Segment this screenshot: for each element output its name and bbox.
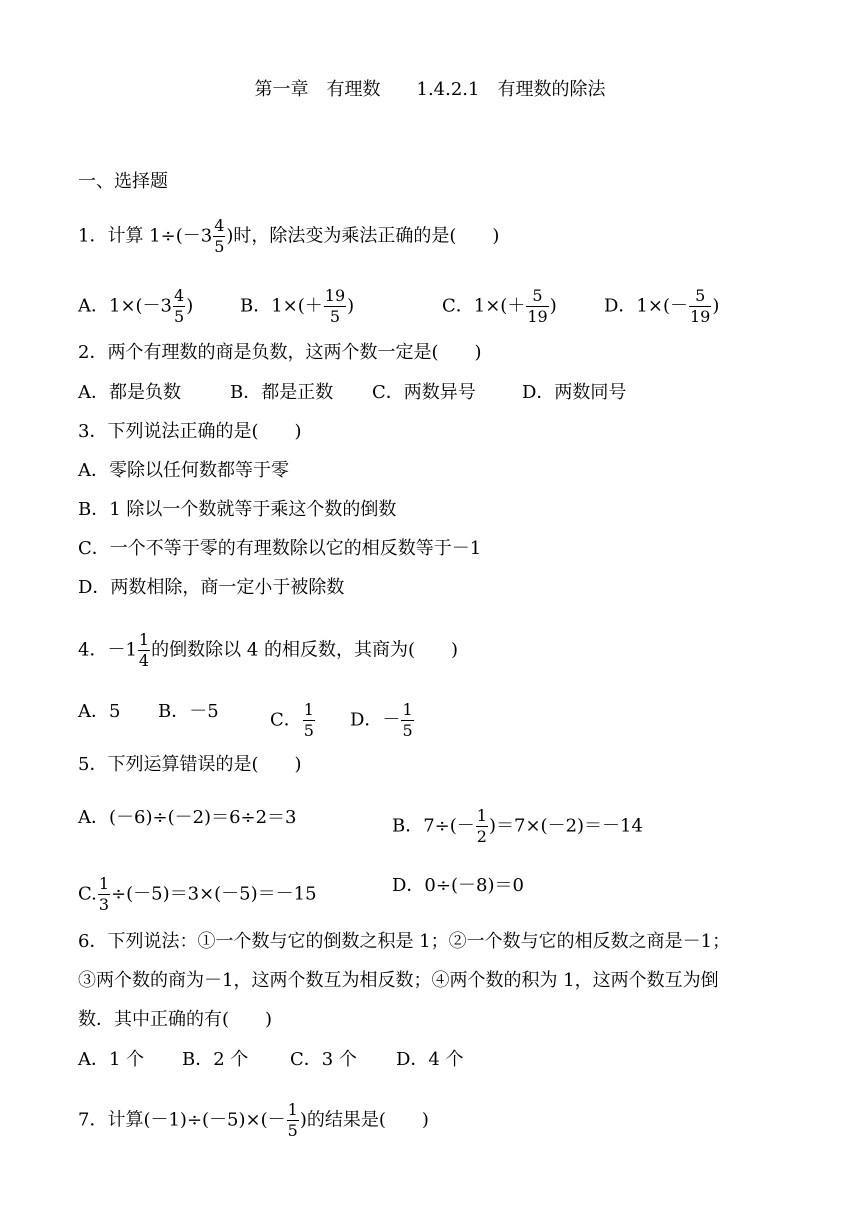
question-1: 1．计算 1÷(－3 $\frac{4}{5}$ )时，除法变为乘法正确的是( ) (78, 216, 500, 256)
question-3: 3．下列说法正确的是( ) (78, 421, 302, 442)
q2-option-a: A．都是负数 (78, 382, 181, 403)
question-4: 4．－1 $\frac{1}{4}$ 的倒数除以 4 的相反数，其商为( ) (78, 630, 459, 670)
q5-option-c: C. $\frac{1}{3}$ ÷(－5)＝3×(－5)＝－15 (78, 874, 317, 914)
q1-option-b: B．1×(＋ $\frac{19}{5}$ ) (240, 286, 355, 326)
q2-option-c: C．两数异号 (372, 382, 476, 403)
fraction: $\frac{1}{5}$ (303, 700, 314, 740)
question-5: 5．下列运算错误的是( ) (78, 754, 302, 775)
q5-option-d: D．0÷(－8)＝0 (392, 875, 524, 896)
fraction: $\frac{1}{5}$ (402, 700, 413, 740)
q1-option-d: D．1×(－ $\frac{5}{19}$ ) (604, 286, 720, 326)
q5-option-b: B．7÷(－ $\frac{1}{2}$ )＝7×(－2)＝－14 (392, 806, 643, 846)
fraction: $\frac{1}{3}$ (98, 874, 110, 914)
question-6-line-2: ③两个数的商为－1，这两个数互为相反数；④两个数的积为 1，这两个数互为倒 (78, 970, 719, 991)
q4-option-b: B．－5 (158, 701, 219, 722)
q4-option-c: C． $\frac{1}{5}$ (270, 700, 314, 740)
question-2: 2．两个有理数的商是负数，这两个数一定是( ) (78, 342, 482, 363)
q3-option-b: B．1 除以一个数就等于乘这个数的倒数 (78, 499, 397, 520)
q3-option-a: A．零除以任何数都等于零 (78, 460, 289, 481)
q1-option-c: C．1×(＋ $\frac{5}{19}$ ) (442, 286, 557, 326)
q2-option-b: B．都是正数 (230, 382, 334, 403)
q3-option-c: C．一个不等于零的有理数除以它的相反数等于－1 (78, 538, 482, 559)
q6-option-a: A．1 个 (78, 1049, 145, 1070)
q3-option-d: D．两数相除，商一定小于被除数 (78, 577, 345, 598)
q5-option-a: A．(－6)÷(－2)＝6÷2＝3 (78, 807, 297, 828)
fraction: $\frac{5}{19}$ (690, 286, 711, 326)
q1-option-a: A．1×(－3 $\frac{4}{5}$ ) (78, 286, 194, 326)
fraction: $\frac{4}{5}$ (174, 286, 185, 326)
fraction: $\frac{5}{19}$ (527, 286, 548, 326)
question-6-line-1: 6．下列说法：①一个数与它的倒数之积是 1；②一个数与它的相反数之商是－1； (78, 931, 731, 952)
fraction: $\frac{1}{5}$ (287, 1100, 298, 1140)
q6-option-d: D．4 个 (396, 1049, 464, 1070)
q6-option-b: B．2 个 (182, 1049, 249, 1070)
q2-option-d: D．两数同号 (522, 382, 627, 403)
fraction: $\frac{1}{2}$ (476, 806, 487, 846)
q6-option-c: C．3 个 (290, 1049, 357, 1070)
fraction: $\frac{4}{5}$ (214, 216, 225, 256)
q4-option-d: D．－ $\frac{1}{5}$ (350, 700, 413, 740)
page-title: 第一章 有理数 1.4.2.1 有理数的除法 (254, 79, 606, 100)
section-heading: 一、选择题 (78, 171, 168, 192)
question-6-line-3: 数．其中正确的有( ) (78, 1009, 273, 1030)
fraction: $\frac{19}{5}$ (324, 286, 346, 326)
q4-option-a: A．5 (78, 701, 121, 722)
question-7: 7．计算(－1)÷(－5)×(－ $\frac{1}{5}$ )的结果是( ) (78, 1100, 429, 1140)
fraction: $\frac{1}{4}$ (138, 630, 150, 670)
